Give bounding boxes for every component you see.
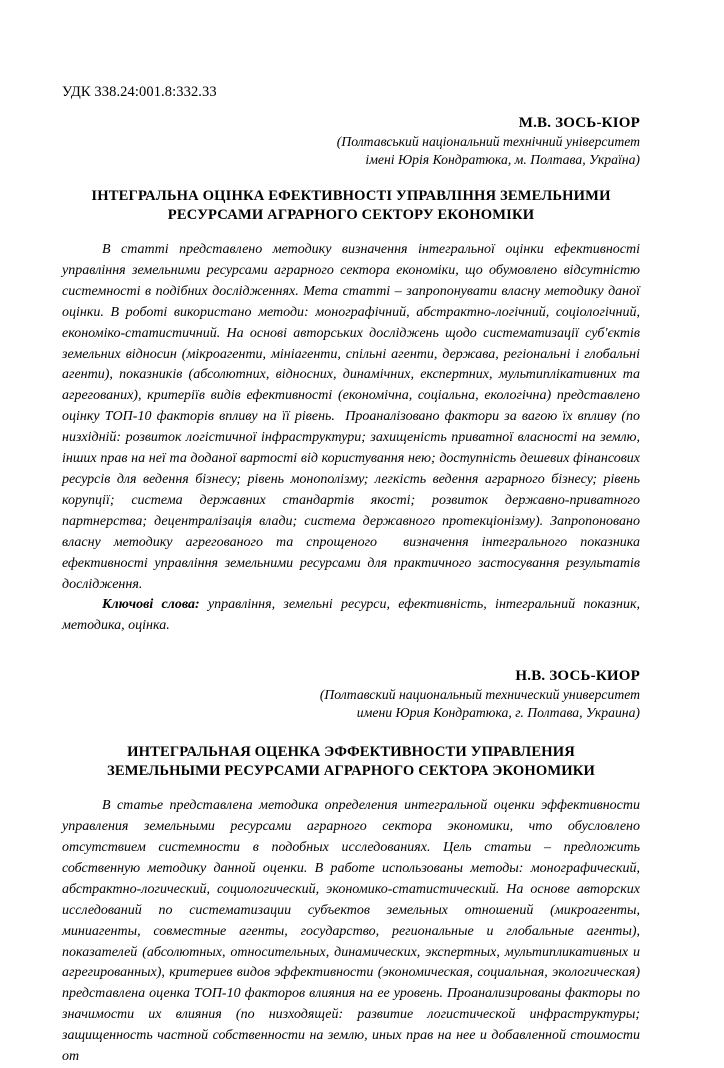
ukrainian-keywords-label: Ключові слова:: [102, 597, 200, 613]
russian-abstract: В статье представлена методика определения интегральной оценки эффективности управления земельными ресурсами аграрного сектора экономики, что обусловлено отсутствием системности в подобных исследованиях. Цель статьи – предложить собственную методику данной оценки. В работе использованы методы: монографический, абстрактно-логический, социологический, экономико-статистический. На основе авторских исследований по систематизации субъектов земельных отношений (микроагенты, миниагенты, совместные агенты, государство, региональные и глобальные агенты), показателей (абсолютных, относительных, динамических, экспертных, мультипликативных и агрегированных), критериев видов эффективности (экономическая, социальная, экологическая) представлена оценка ТОП-10 факторов влияния на ее уровень. Проанализированы факторы по значимости их влияния (по низходящей: развитие логистической инфраструктуры; защищенность частной собственности на землю, иных прав на нее и добавленной стоимости от: [62, 798, 644, 1065]
russian-article-title: [62, 743, 640, 781]
russian-affiliation-line-2: имени Юрия Кондратюка, г. Полтава, Украина): [356, 704, 640, 720]
ukrainian-keywords-text: управління, земельні ресурси, ефективність, інтегральний показник, методика, оцінка.: [62, 597, 640, 634]
russian-author-name: Н.В. ЗОСЬ-КИОР: [515, 668, 640, 685]
russian-title-line-1: ИНТЕГРАЛЬНАЯ ОЦЕНКА ЭФФЕКТИВНОСТИ УПРАВЛЕНИЯ: [127, 744, 575, 761]
ukrainian-author-name: М.В. ЗОСЬ-КІОР: [518, 115, 640, 131]
page-content: [62, 84, 647, 1068]
ukrainian-author-block: [62, 114, 640, 168]
ukrainian-affiliation-line-1: (Полтавський національний технічний університет: [336, 134, 640, 149]
russian-author-block: [62, 667, 640, 721]
russian-title-line-2: ЗЕМЕЛЬНЫМИ РЕСУРСАМИ АГРАРНОГО СЕКТОРА ЭКОНОМИКИ: [106, 763, 595, 780]
ukrainian-keywords: [62, 595, 640, 637]
udc-code: УДК 338.24:001.8:332.33: [62, 84, 217, 100]
ukrainian-affiliation-line-2: імені Юрія Кондратюка, м. Полтава, Україна): [365, 151, 640, 167]
ukrainian-title-line-2: РЕСУРСАМИ АГРАРНОГО СЕКТОРУ ЕКОНОМІКИ: [167, 207, 535, 223]
ukrainian-title-line-1: ІНТЕГРАЛЬНА ОЦІНКА ЕФЕКТИВНОСТІ УПРАВЛІННЯ ЗЕМЕЛЬНИМИ: [91, 188, 611, 204]
ukrainian-article-title: [62, 187, 640, 225]
ukrainian-abstract: В статті представлено методику визначення інтегральної оцінки ефективності управління земельними ресурсами аграрного сектора економіки, що обумовлено відсутністю системності в подібних дослідженнях. Мета статті – запропонувати власну методику даної оцінки. В роботі використано методи: монографічний, абстрактно-логічний, соціологічний, економіко-статистичний. На основі авторських досліджень щодо систематизації суб'єктів земельних відносин (мікроагенти, мініагенти, спільні агенти, держава, регіональні і глобальні агенти), показників (абсолютних, відносних, динамічних, експертних, мультиплікативних та агрегованих), критеріїв видів ефективності (економічна, соціальна, екологічна) представлено оцінку ТОП-10 факторів впливу на її рівень. Проаналізовано фактори за вагою їх впливу (по низхідній: розвиток логістичної інфраструктури; захищеність приватної власності на землю, інших прав на неї та доданої вартості від користування нею; доступність дешевих фінансових ресурсів для ведення бізнесу; рівень монополізму; легкість ведення аграрного бізнесу; рівень корупції; система державних стандартів якості; розвиток державно-приватного партнерства; децентралізація влади; система державного протекціонізму). Запропоновано власну методику агрегованого та спрощеного визначення інтегрального показника ефективності управління земельними ресурсами для практичного застосування результатів дослідження.: [62, 242, 647, 592]
russian-affiliation-line-1: (Полтавский национальный технический университет: [319, 687, 640, 703]
